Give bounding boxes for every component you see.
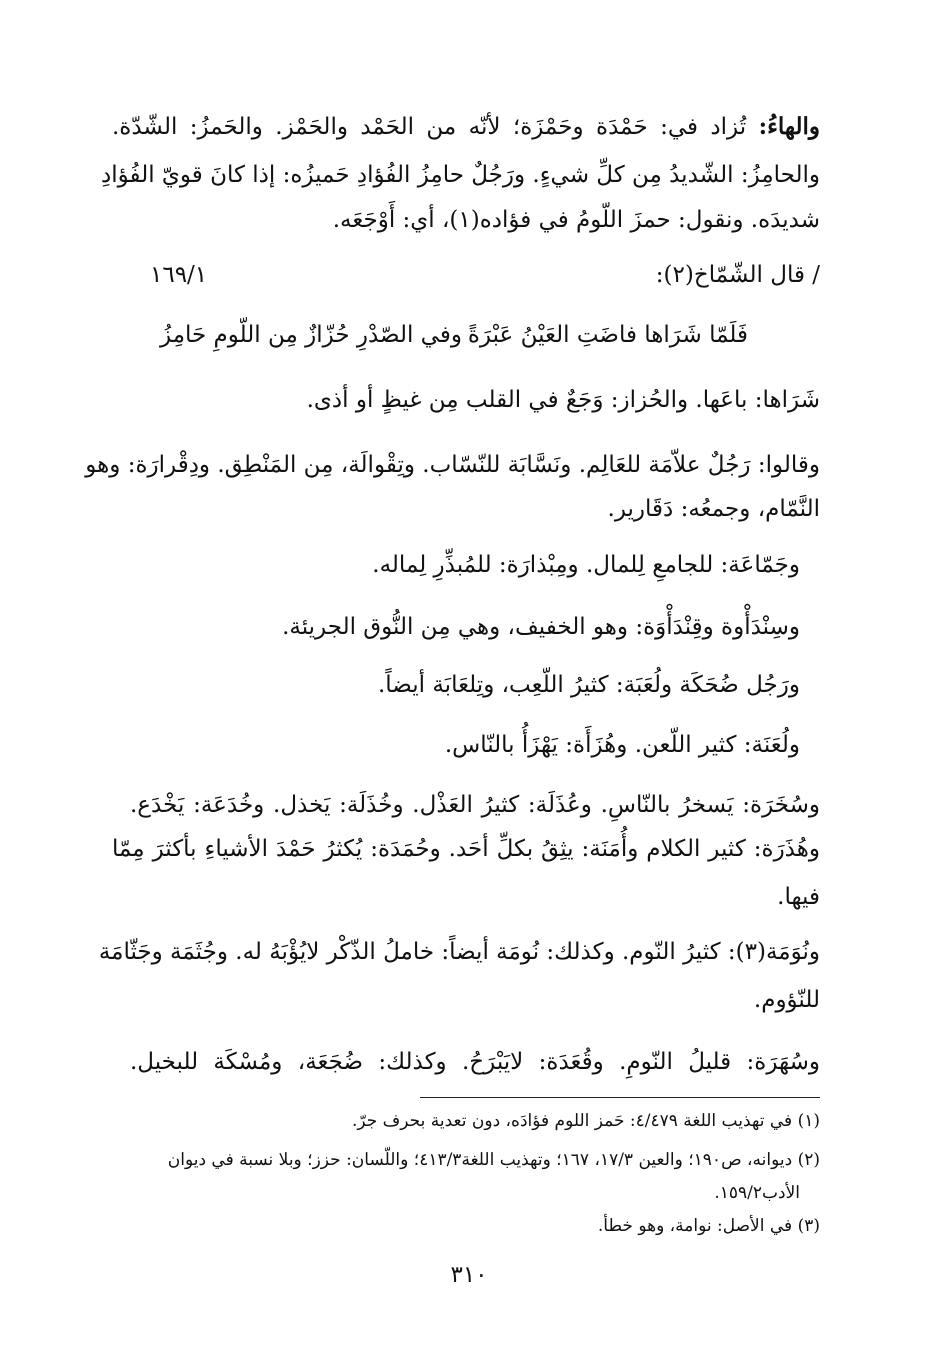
paragraph-2-line-1: وقالوا: رَجُلٌ علاّمَة للعَالِم. ونَسَّابَة للنّسّاب. وتِقْوالَة، مِن المَنْطِق. ودِقْرارَة: وهو xyxy=(85,452,820,478)
footnote-2-line-1: (٢) ديوانه، ص١٩٠؛ والعين ١٧/٣، ١٦٧؛ وتهذيب اللغة٤١٣/٣؛ واللّسان: حزز؛ وبلا نسبة في ديوان xyxy=(167,1150,820,1170)
paragraph-5: ورَجُل ضُحَكَة ولُعَبَة: كثيرُ اللّعِب، وتِلعَابَة أيضاً. xyxy=(377,672,800,698)
quote-intro: / قال الشّمّاخ(٢): xyxy=(655,262,820,288)
paragraph-1-line-2: والحامِزُ: الشّديدُ مِن كلِّ شيءٍ. ورَجُلٌ حامِزُ الفُؤادِ حَميزُه: إذا كانَ قويّ الفُؤادِ xyxy=(101,162,820,188)
margin-page-reference: ١٦٩/١ xyxy=(150,262,208,288)
paragraph-7-line-1: وسُخَرَة: يَسخرُ بالنّاسِ. وعُذَلَة: كثيرُ العَذْل. وخُذَلَة: يَخذل. وخُدَعَة: يَخْدَع. xyxy=(130,792,820,818)
verse-gloss: شَرَاها: باعَها. والحُزاز: وَجَعٌ في القلب مِن غيظٍ أو أذى. xyxy=(306,387,820,413)
paragraph-4: وسِنْدَأْوة وقِنْدَأْوَة: وهو الخفيف، وهي مِن النُّوق الجريئة. xyxy=(282,614,800,640)
paragraph-9: وسُهَرَة: قليلُ النّومِ. وقُعَدَة: لايَبْرَحُ. وكذلك: ضُجَعَة، ومُسْكَة للبخيل. xyxy=(130,1049,820,1075)
paragraph-7-line-3: فيها. xyxy=(777,884,820,910)
footnote-3: (٣) في الأصل: نوامة، وهو خطأ. xyxy=(597,1216,820,1236)
verse-first-hemistich: فَلَمّا شَرَاها فاضَتِ العَيْنُ عَبْرَةً xyxy=(467,322,748,348)
paragraph-8-line-2: للنّؤوم. xyxy=(753,987,820,1013)
paragraph-6: ولُعَنَة: كثير اللّعن. وهُزَأَة: يَهْزَأُ بالنّاس. xyxy=(444,732,800,758)
paragraph-8-line-1: ونُوَمَة(٣): كثيرُ النّوم. وكذلك: نُومَة أيضاً: خاملُ الذّكْر لايُؤْبَهُ له. وجُثَمَة وجَثّامَة xyxy=(98,939,820,965)
paragraph-3: وجَمّاعَة: للجامعِ لِلمال. ومِبْذارَة: للمُبذِّرِ لِماله. xyxy=(372,552,800,578)
footnote-1: (١) في تهذيب اللغة ٤/٤٧٩: حَمز اللوم فؤادَه، دون تعدية بحرف جرّ. xyxy=(351,1111,820,1131)
entry-lead-word: والهاءُ: xyxy=(758,113,821,140)
paragraph-1-line-1-text: تُزاد في: حَمْدَة وحَمْزَة؛ لأنّه من الحَمْد والحَمْز. والحَمزُ: الشّدّة. xyxy=(112,114,747,140)
paragraph-1-line-1 xyxy=(112,110,820,144)
paragraph-2-line-2: النَّمّام، وجمعُه: دَقَارير. xyxy=(607,496,820,522)
paragraph-1-line-3: شديدَه. ونقول: حمزَ اللّومُ في فؤاده(١)، أي: أَوْجَعَه. xyxy=(332,207,820,233)
footnote-divider xyxy=(420,1097,820,1098)
verse-second-hemistich: وفي الصّدْرِ حُزّازٌ مِن اللّومِ حَامِزُ xyxy=(160,322,462,348)
paragraph-7-line-2: وهُذَرَة: كثير الكلام وأُمَنَة: يثِقُ بكلِّ أحَد. وحُمَدَة: يُكثرُ حَمْدَ الأشياءِ بأكثرَ مِمّا xyxy=(112,836,820,862)
footnote-2-line-2: الأدب١٥٩/٢. xyxy=(714,1183,800,1203)
page-number: ٣١٠ xyxy=(450,1262,488,1288)
